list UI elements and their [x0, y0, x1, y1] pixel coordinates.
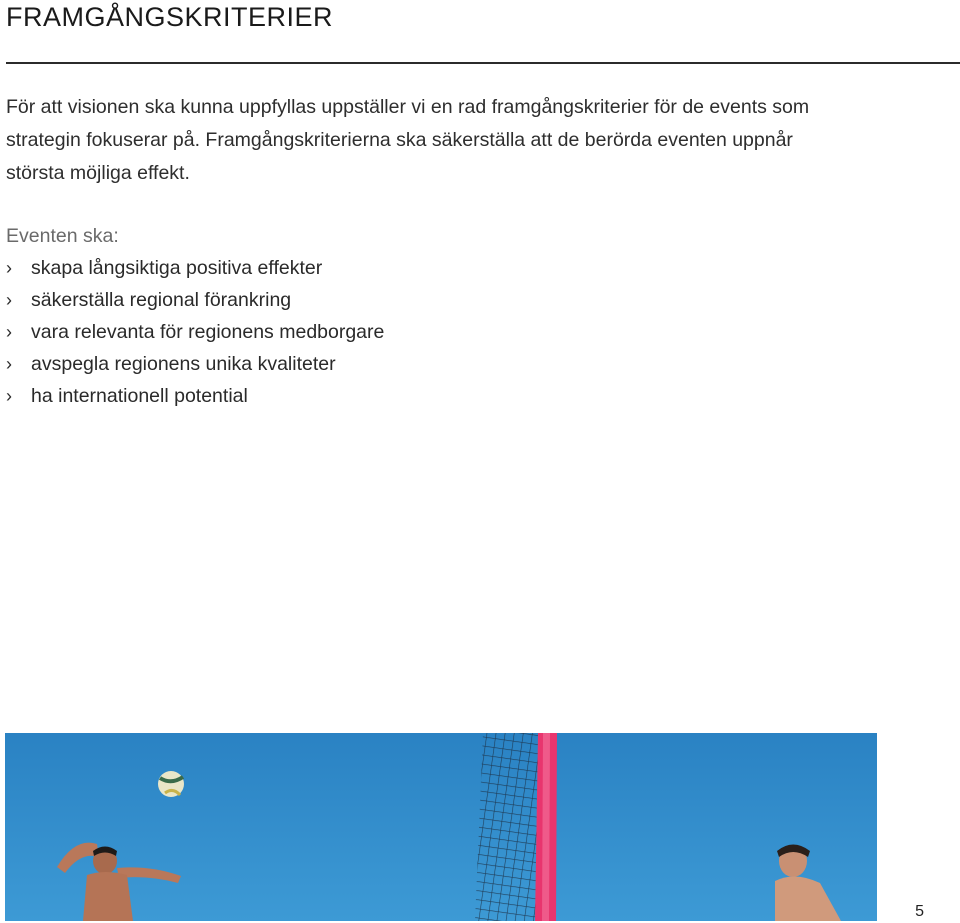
list-item-text: vara relevanta för regionens medborgare [31, 321, 385, 343]
chevron-right-icon: › [6, 258, 12, 278]
list-item [6, 284, 384, 316]
list-item-text: avspegla regionens unika kvaliteter [31, 353, 336, 375]
beach-volleyball-photo [5, 733, 877, 921]
volleyball-icon [158, 771, 184, 797]
list-item [6, 252, 384, 284]
chevron-right-icon: › [6, 322, 12, 342]
list-item-text: skapa långsiktiga positiva effekter [31, 257, 323, 279]
chevron-right-icon: › [6, 354, 12, 374]
volleyball-net [475, 733, 557, 921]
criteria-list-label: Eventen ska: [6, 225, 119, 247]
list-item [6, 316, 384, 348]
list-item-text: ha internationell potential [31, 385, 248, 407]
intro-paragraph [6, 91, 906, 190]
intro-line: För att visionen ska kunna uppfyllas uppställer vi en rad framgångskriterier för de events som [6, 96, 810, 118]
chevron-right-icon: › [6, 290, 12, 310]
list-item [6, 348, 384, 380]
criteria-list [6, 252, 384, 412]
title-divider [6, 62, 960, 64]
page-title: FRAMGÅNGSKRITERIER [6, 2, 334, 32]
chevron-right-icon: › [6, 386, 12, 406]
intro-line: största möjliga effekt. [6, 162, 190, 184]
list-item-text: säkerställa regional förankring [31, 289, 292, 311]
page-number: 5 [915, 903, 924, 920]
list-item [6, 380, 384, 412]
intro-line: strategin fokuserar på. Framgångskriterierna ska säkerställa att de berörda eventen uppnår [6, 129, 793, 151]
